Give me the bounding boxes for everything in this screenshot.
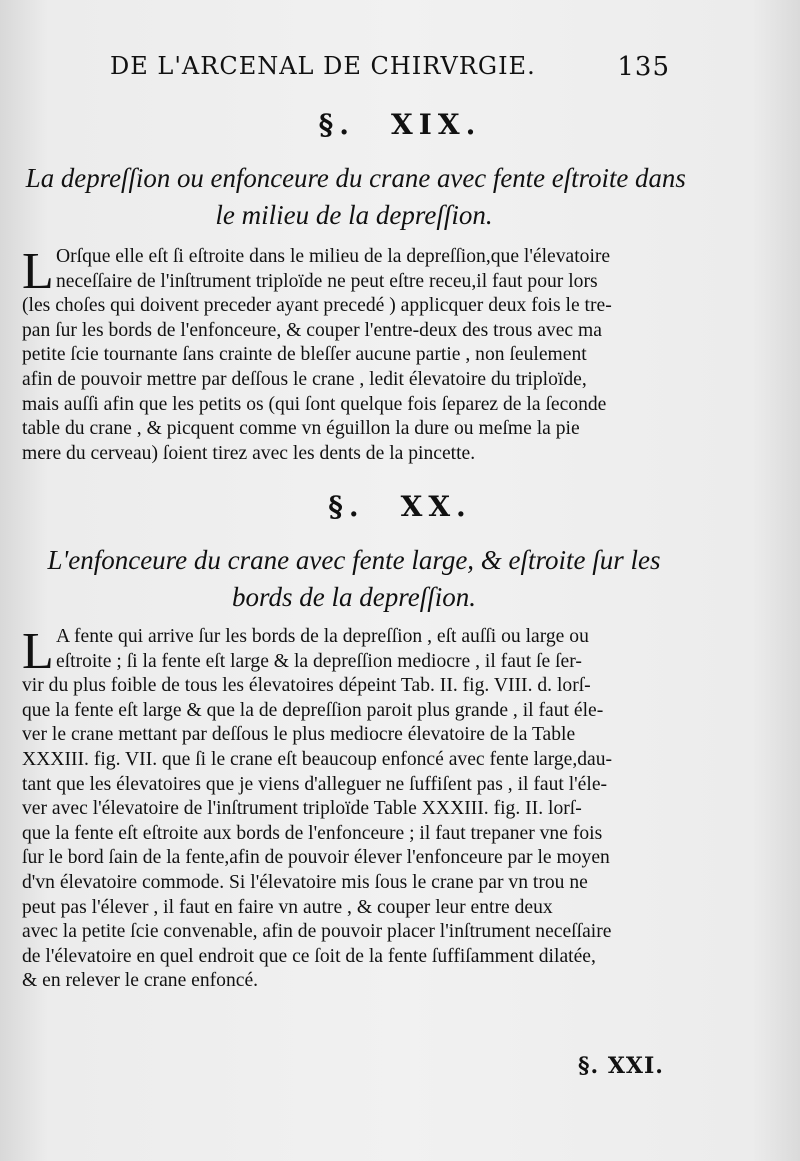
body-line: peut pas l'élever , il faut en faire vn autre , & couper leur entre deux bbox=[22, 896, 553, 918]
section-title-line: La depreſſion ou enfonceure du crane avec fente eſtroite dans bbox=[25, 163, 686, 193]
section-title-20 bbox=[24, 542, 684, 616]
running-head bbox=[110, 52, 670, 86]
section-title-line: le milieu de la depreſſion. bbox=[215, 200, 493, 230]
section-mark: §. bbox=[328, 490, 365, 523]
section-heading-19 bbox=[0, 108, 800, 141]
body-line: vir du plus foible de tous les élevatoires dépeint Tab. II. fig. VIII. d. lorſ- bbox=[22, 675, 591, 697]
body-line: neceſſaire de l'inſtrument triploïde ne peut eſtre receu,il faut pour lors bbox=[56, 270, 598, 292]
body-line: que la fente eſt eſtroite aux bords de l'enfonceure ; il faut trepaner vne fois bbox=[22, 822, 603, 844]
section-body-20 bbox=[22, 625, 650, 994]
body-line: ver le crane mettant par deſſous le plus mediocre élevatoire de la Table bbox=[22, 724, 576, 746]
page-number: 135 bbox=[617, 52, 670, 82]
body-line: d'vn élevatoire commode. Si l'élevatoire mis ſous le crane par vn trou ne bbox=[22, 871, 588, 893]
body-line: Orſque elle eſt ſi eſtroite dans le milieu de la depreſſion,que l'élevatoire bbox=[56, 246, 611, 267]
catchword: §. XXI. bbox=[578, 1053, 664, 1079]
body-line: A fente qui arrive ſur les bords de la depreſſion , eſt auſſi ou large ou bbox=[56, 626, 589, 647]
section-title-line: bords de la depreſſion. bbox=[232, 582, 476, 612]
section-title-line: L'enfonceure du crane avec fente large, & eſtroite ſur les bbox=[47, 545, 661, 575]
section-title-19 bbox=[24, 160, 684, 234]
body-line: eſtroite ; ſi la fente eſt large & la depreſſion mediocre , il faut ſe ſer- bbox=[56, 650, 582, 672]
body-line: ver avec l'élevatoire de l'inſtrument triploïde Table XXXIII. fig. II. lorſ- bbox=[22, 798, 582, 820]
body-line: de l'élevatoire en quel endroit que ce ſoit de la fente ſuffiſamment dilatée, bbox=[22, 945, 596, 967]
body-line: & en relever le crane enfoncé. bbox=[22, 970, 259, 992]
body-line: table du crane , & picquent comme vn éguillon la dure ou meſme la pie bbox=[22, 418, 580, 440]
drop-cap: L bbox=[22, 243, 54, 300]
drop-cap: L bbox=[22, 623, 54, 680]
body-line: afin de pouvoir mettre par deſſous le crane , ledit élevatoire du triploïde, bbox=[22, 368, 587, 390]
section-body-19 bbox=[22, 245, 650, 466]
section-mark: §. bbox=[318, 108, 356, 141]
body-line: (les choſes qui doivent preceder ayant precedé ) applicquer deux fois le tre- bbox=[22, 295, 612, 317]
body-line: petite ſcie tournante ſans crainte de bleſſer aucune partie , non ſeulement bbox=[22, 344, 587, 366]
body-line: ſur le bord ſain de la fente,afin de pouvoir élever l'enfonceure par le moyen bbox=[22, 847, 610, 869]
body-line: mais auſſi afin que les petits os (qui ſont quelque fois ſeparez de la ſeconde bbox=[22, 393, 607, 415]
body-line: XXXIII. fig. VII. que ſi le crane eſt beaucoup enfoncé avec fente large,dau- bbox=[22, 748, 613, 770]
section-numeral: XIX. bbox=[391, 108, 482, 141]
section-heading-20 bbox=[0, 490, 800, 523]
body-line: tant que les élevatoires que je viens d'alleguer ne ſuffiſent pas , il faut l'éle- bbox=[22, 773, 608, 795]
section-numeral: XX. bbox=[400, 490, 472, 523]
body-line: pan ſur les bords de l'enfonceure, & couper l'entre-deux des trous avec ma bbox=[22, 319, 602, 341]
running-title: DE L'ARCENAL DE CHIRVRGIE. bbox=[110, 52, 536, 80]
body-line: que la fente eſt large & que la de depreſſion paroit plus grande , il faut éle- bbox=[22, 699, 604, 721]
body-line: avec la petite ſcie convenable, afin de pouvoir placer l'inſtrument neceſſaire bbox=[22, 921, 612, 943]
body-line: mere du cerveau) ſoient tirez avec les dents de la pincette. bbox=[22, 442, 476, 464]
